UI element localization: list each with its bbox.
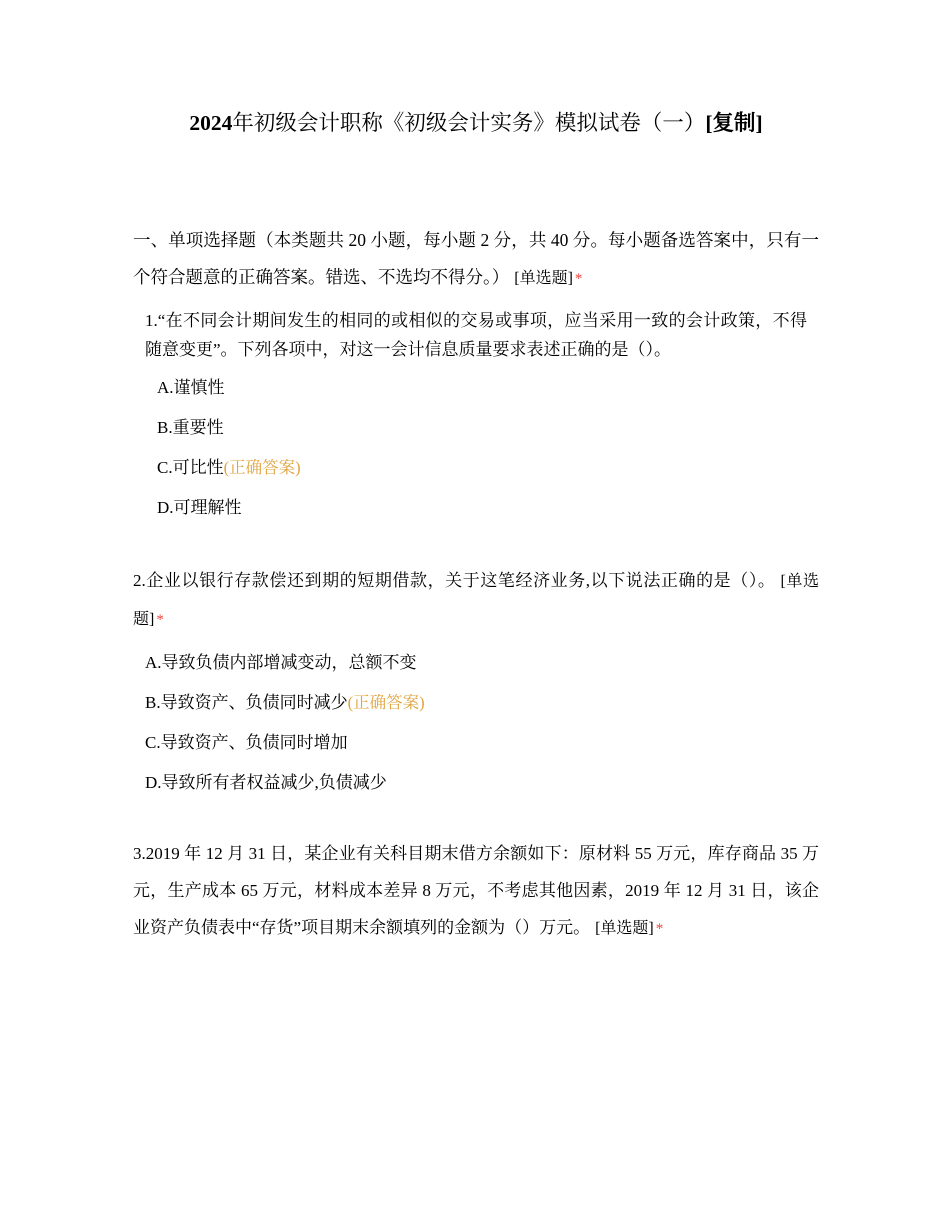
question-2-stem: [133, 562, 819, 639]
option-item[interactable]: [157, 458, 807, 478]
option-text: 可比性: [172, 458, 224, 477]
option-label: D.: [157, 498, 174, 517]
option-text: 导致资产、负债同时减少: [160, 693, 348, 712]
correct-answer-tag: (正确答案): [347, 693, 425, 712]
spacer: [145, 364, 807, 378]
section-heading: [133, 142, 819, 298]
required-asterisk: *: [655, 921, 664, 937]
spacer: [133, 518, 819, 562]
option-item[interactable]: [145, 773, 819, 793]
option-text: 可理解性: [173, 498, 242, 517]
question-3-number: 3.: [133, 844, 146, 863]
option-label: A.: [157, 378, 174, 397]
option-item[interactable]: [145, 653, 819, 673]
page-title-year: 2024: [189, 111, 233, 135]
question-1: [133, 306, 807, 518]
option-text: 重要性: [172, 418, 224, 437]
page-title-main: 年初级会计职称《初级会计实务》模拟试卷（一）: [232, 111, 706, 135]
page-title: [133, 0, 819, 142]
required-asterisk: *: [156, 612, 164, 628]
option-text: 导致所有者权益减少,负债减少: [161, 773, 387, 792]
page-title-suffix: [复制]: [705, 111, 763, 135]
question-1-options: [145, 378, 807, 518]
option-text: 导致负债内部增减变动，总额不变: [161, 653, 417, 672]
question-1-number: 1.: [145, 311, 158, 330]
option-label: B.: [157, 418, 173, 437]
option-item[interactable]: [157, 378, 807, 398]
required-asterisk: *: [574, 271, 583, 287]
document-content: [133, 0, 819, 948]
correct-answer-tag: (正确答案): [223, 458, 301, 477]
option-label: A.: [145, 653, 162, 672]
option-label: C.: [145, 733, 161, 752]
option-label: B.: [145, 693, 161, 712]
option-item[interactable]: [157, 498, 807, 518]
option-item[interactable]: [145, 693, 819, 713]
question-3-type: [单选题]: [595, 920, 654, 937]
question-1-stem: [145, 306, 807, 364]
option-text: 导致资产、负债同时增加: [160, 733, 348, 752]
question-3: [133, 835, 819, 948]
option-item[interactable]: [157, 418, 807, 438]
spacer: [133, 793, 819, 835]
question-2-text: 企业以银行存款偿还到期的短期借款，关于这笔经济业务,以下说法正确的是（）。: [145, 571, 776, 590]
option-label: C.: [157, 458, 173, 477]
question-3-text: 2019 年 12 月 31 日，某企业有关科目期末借方余额如下：原材料 55 万元，库存商品 35 万元，生产成本 65 万元，材料成本差异 8 万元，不考虑其他因素，2019 年 12 月 31 日，该企业资产负债表中“存货”项目期末余额填列的金额为（）万元。: [133, 844, 819, 937]
option-label: D.: [145, 773, 162, 792]
option-text: 谨慎性: [173, 378, 225, 397]
question-2-number: 2.: [133, 571, 146, 590]
section-question-type: [单选题]: [514, 270, 573, 287]
spacer: [133, 298, 819, 306]
question-3-stem: [133, 835, 819, 948]
question-2: [133, 562, 819, 793]
option-item[interactable]: [145, 733, 819, 753]
question-2-type: [单选题]: [133, 573, 819, 628]
question-1-text: “在不同会计期间发生的相同的或相似的交易或事项，应当采用一致的会计政策，不得随意变更”。下列各项中，对这一会计信息质量要求表述正确的是（）。: [145, 311, 807, 359]
spacer: [133, 639, 819, 653]
section-heading-text: 一、单项选择题（本类题共 20 小题，每小题 2 分，共 40 分。每小题备选答案中，只有一个符合题意的正确答案。错选、不选均不得分。）: [133, 230, 819, 287]
question-2-options: [133, 653, 819, 793]
